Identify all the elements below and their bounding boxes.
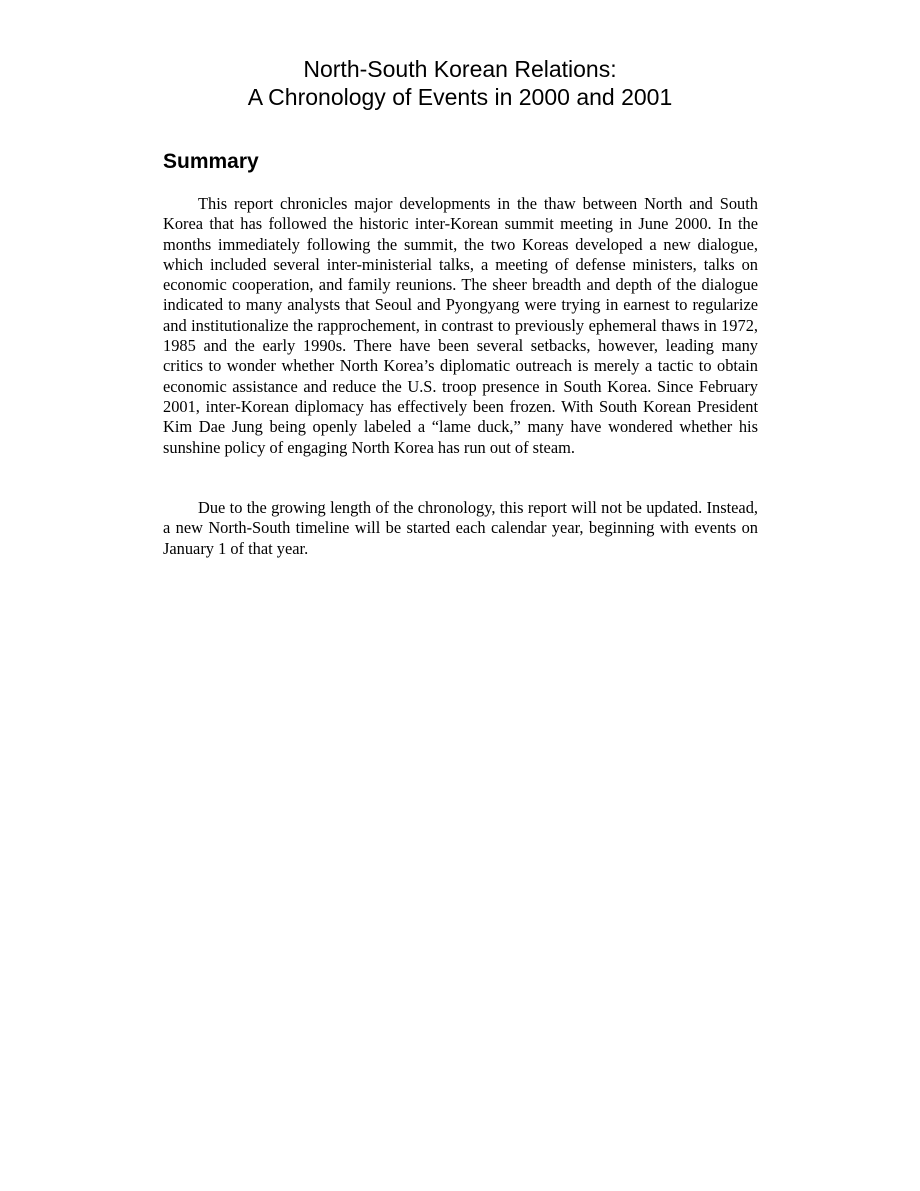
summary-heading: Summary	[163, 150, 259, 173]
title-line-1: North-South Korean Relations:	[303, 56, 617, 82]
title-line-2: A Chronology of Events in 2000 and 2001	[247, 84, 673, 110]
document-title	[0, 55, 920, 111]
summary-paragraph-1: This report chronicles major developments in the thaw between North and South Korea that has followed the historic inter-Korean summit meeting in June 2000. In the months immediately following the summit, the two Koreas developed a new dialogue, which included several inter-ministerial talks, a meeting of defense ministers, talks on economic cooperation, and family reunions. The sheer breadth and depth of the dialogue indicated to many analysts that Seoul and Pyongyang were trying in earnest to regularize and institutionalize the rapprochement, in contrast to previously ephemeral thaws in 1972, 1985 and the early 1990s. There have been several setbacks, however, leading many critics to wonder whether North Korea’s diplomatic outreach is merely a tactic to obtain economic assistance and reduce the U.S. troop presence in South Korea. Since February 2001, inter-Korean diplomacy has effectively been frozen. With South Korean President Kim Dae Jung being openly labeled a “lame duck,” many have wondered whether his sunshine policy of engaging North Korea has run out of steam.	[163, 194, 758, 457]
summary-paragraph-2: Due to the growing length of the chronology, this report will not be updated. Instead, a new North-South timeline will be started each calendar year, beginning with events on January 1 of that year.	[163, 498, 758, 558]
